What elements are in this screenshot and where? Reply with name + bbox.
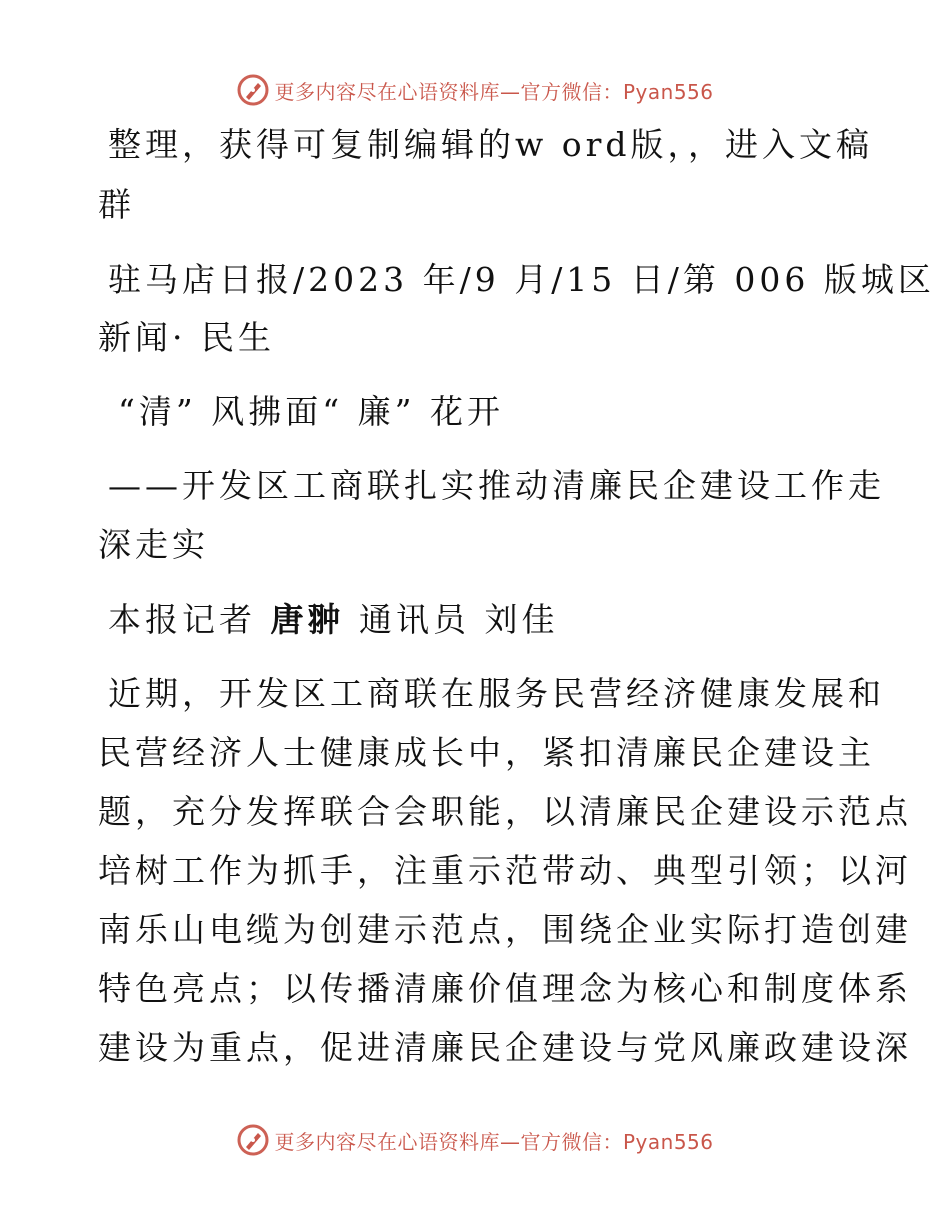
watermark-text: 更多内容尽在心语资料库—官方微信：Pyan556 [274,79,714,104]
intro-line-1: 整理，获得可复制编辑的w ord版，，进入文稿 [108,125,874,164]
subheadline-line-2: 深走实 [98,525,209,564]
body-line: 南乐山电缆为创建示范点，围绕企业实际打造创建 [98,910,912,949]
wechat-id: Pyan556 [622,79,714,104]
wechat-id: Pyan556 [622,1129,714,1154]
body-line: 题，充分发挥联合会职能，以清廉民企建设示范点 [98,792,912,831]
intro-line-2: 群 [98,185,135,224]
headline: “清” 风拂面“ 廉” 花开 [118,392,504,431]
subheadline-line-1: ——开发区工商联扎实推动清廉民企建设工作走 [108,466,885,505]
byline [108,600,558,640]
byline-suffix: 通讯员 刘佳 [344,600,559,639]
source-line-1: 驻马店日报/2023 年/9 月/15 日/第 006 版城区 [108,260,935,299]
byline-prefix: 本报记者 [108,600,271,639]
footer-watermark [0,1120,950,1160]
body-line: 特色亮点；以传播清廉价值理念为核心和制度体系 [98,969,912,1008]
watermark-text: 更多内容尽在心语资料库—官方微信：Pyan556 [274,1129,714,1154]
body-line: 民营经济人士健康成长中，紧扣清廉民企建设主 [98,733,875,772]
pen-nib-icon [236,73,270,107]
body-line: 近期，开发区工商联在服务民营经济健康发展和 [108,674,885,713]
body-line: 培树工作为抓手，注重示范带动、典型引领；以河 [98,851,912,890]
body-line: 建设为重点，促进清廉民企建设与党风廉政建设深 [98,1028,912,1067]
pen-nib-icon [236,1123,270,1157]
source-line-2: 新闻· 民生 [98,318,275,357]
header-watermark [0,70,950,110]
byline-reporter: 唐翀 [270,600,345,639]
